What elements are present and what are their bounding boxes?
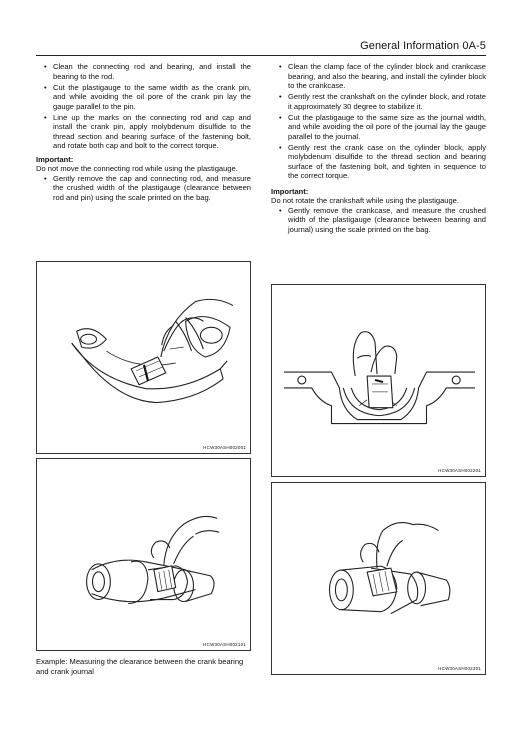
important-label: Important: [36, 154, 74, 164]
list-item: • Clean the clamp face of the cylinder block and crankcase bearing, and also the bearing, and install the cylinder block to the crankcase. [271, 62, 486, 91]
left-steps-b [36, 174, 251, 203]
important-label: Important: [271, 186, 309, 196]
left-steps-a [36, 62, 251, 151]
crank-journal-illustration [272, 483, 485, 674]
header-title: General Information 0A-5 [360, 40, 486, 52]
header-rule [36, 55, 486, 56]
figure-crank-pin-measure [36, 458, 251, 651]
list-item: • Gently rest the crankshaft on the cylinder block, and rotate it approximately 30 degree to stabilize it. [271, 92, 486, 111]
figure-caption: Example: Measuring the clearance between the crank bearing and crank journal [36, 657, 244, 676]
crankshaft-illustration [37, 459, 250, 650]
list-item: • Gently remove the crankcase, and measure the crushed width of the plastigauge (clearance between bearing and journal) using the scale printed on the bag. [271, 206, 486, 235]
list-item: • Gently rest the crank case on the cylinder block, apply molybdenum disulfide to the thread section and bearing surface of the fastening bolt, and tighten in sequence to the correct torque. [271, 143, 486, 181]
figure-connecting-rod [36, 261, 251, 454]
figure-id: HCW30ASH002201 [438, 468, 481, 473]
figure-id: HCW30ASH002101 [203, 642, 246, 647]
page-header [36, 40, 486, 54]
list-item: • Cut the plastigauge to the same size as the journal width, and while avoiding the oil pore of the journal lay the gauge parallel to the journal. [271, 113, 486, 142]
important-text: Do not rotate the crankshaft while using the plastigauge. [271, 196, 459, 205]
connecting-rod-illustration [37, 262, 250, 453]
cylinder-block-illustration [272, 285, 485, 476]
figure-id: HCW30ASH002001 [203, 445, 246, 450]
figure-cylinder-block [271, 284, 486, 477]
list-item: • Clean the connecting rod and bearing, and install the bearing to the rod. [36, 62, 251, 81]
list-item: • Line up the marks on the connecting rod and cap and install the crank pin, apply molybdenum disulfide to the thread section and bearing surface of the fastening bolt, and rotate both cap and bolt to the correct torque. [36, 113, 251, 151]
right-steps-a [271, 62, 486, 181]
list-item: • Cut the plastigauge to the same width as the crank pin, and while avoiding the oil pore of the crank pin lay the gauge parallel to the pin. [36, 83, 251, 112]
figure-id: HCW30ASH002301 [438, 666, 481, 671]
list-item: • Gently remove the cap and connecting rod, and measure the crushed width of the plastigauge (clearance between rod and pin) using the scale printed on the bag. [36, 174, 251, 203]
important-text: Do not move the connecting rod while using the plastigauge. [36, 164, 238, 173]
right-column [271, 62, 486, 236]
right-steps-b [271, 206, 486, 235]
figure-journal-measure [271, 482, 486, 675]
left-column [36, 62, 251, 204]
